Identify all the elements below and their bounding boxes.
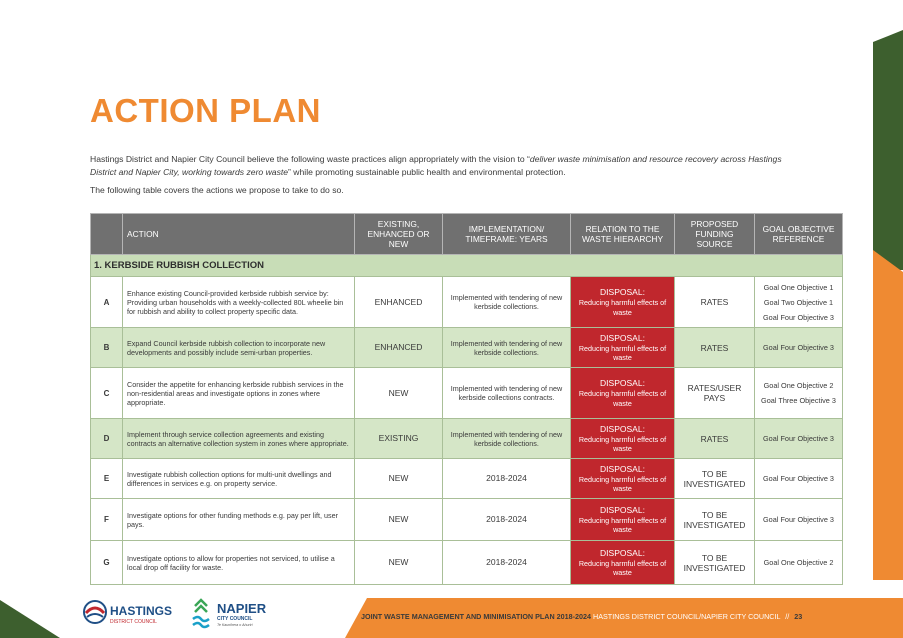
hastings-logo-sub: DISTRICT COUNCIL (110, 619, 157, 625)
footer-councils: HASTINGS DISTRICT COUNCIL/NAPIER CITY COUNCIL (593, 612, 781, 621)
row-action: Consider the appetite for enhancing kerbside rubbish services in the non-residential areas and investigate options in zones where appropriate. (123, 368, 355, 419)
header-action: ACTION (123, 214, 355, 255)
table-row (91, 328, 843, 368)
napier-logo (190, 596, 290, 632)
header-hierarchy: RELATION TO THE WASTE HIERARCHY (571, 214, 675, 255)
row-status: NEW (355, 499, 443, 541)
row-implementation: 2018-2024 (443, 499, 571, 541)
row-letter: A (91, 277, 123, 328)
napier-logo-sub: CITY COUNCIL (217, 616, 253, 622)
row-goal: Goal One Objective 2 (755, 541, 843, 585)
hastings-logo-name: HASTINGS (110, 604, 173, 618)
row-implementation: Implemented with tendering of new kerbside collections contracts. (443, 368, 571, 419)
table-row (91, 499, 843, 541)
row-action: Investigate options to allow for properties not serviced, to utilise a local drop off facility for waste. (123, 541, 355, 585)
row-hierarchy: DISPOSAL: Reducing harmful effects of waste (571, 541, 675, 585)
row-implementation: Implemented with tendering of new kerbside collections. (443, 419, 571, 459)
footer-text (361, 612, 802, 621)
footer-corner-decoration (0, 600, 60, 638)
decorative-orange-band (873, 250, 903, 580)
header-existing: EXISTING, ENHANCED OR NEW (355, 214, 443, 255)
row-hierarchy: DISPOSAL: Reducing harmful effects of waste (571, 419, 675, 459)
row-status: NEW (355, 368, 443, 419)
row-goal: Goal One Objective 1 Goal Two Objective 1 Goal Four Objective 3 (755, 277, 843, 328)
napier-logo-name: NAPIER (217, 601, 267, 616)
napier-logo-tag: Te Kaunihera o Ahuriri (217, 623, 253, 627)
header-funding: PROPOSED FUNDING SOURCE (675, 214, 755, 255)
hastings-logo (83, 598, 183, 628)
header-implementation: IMPLEMENTATION/ TIMEFRAME: YEARS (443, 214, 571, 255)
table-row (91, 277, 843, 328)
row-status: ENHANCED (355, 277, 443, 328)
row-status: EXISTING (355, 419, 443, 459)
row-hierarchy: DISPOSAL: Reducing harmful effects of waste (571, 499, 675, 541)
row-funding: RATES (675, 277, 755, 328)
intro-paragraph-1: Hastings District and Napier City Council believe the following waste practices align appropriately with the vision to “deliver waste minimisation and resource recovery across Hastings District and Napier City, working towards zero waste” while promoting sustainable public health and environmental protection. (90, 154, 782, 177)
row-letter: E (91, 459, 123, 499)
row-hierarchy: DISPOSAL: Reducing harmful effects of waste (571, 459, 675, 499)
intro-paragraph-2: The following table covers the actions we propose to take to do so. (90, 185, 344, 195)
row-action: Implement through service collection agreements and existing contracts an alternative collection system in zones where appropriate. (123, 419, 355, 459)
page-number: 23 (794, 612, 803, 621)
section-row (91, 255, 843, 277)
row-action: Investigate rubbish collection options for multi-unit dwellings and differences in services e.g. on property service. (123, 459, 355, 499)
decorative-green-band (873, 30, 903, 270)
row-funding: TO BE INVESTIGATED (675, 499, 755, 541)
table-row (91, 368, 843, 419)
row-status: ENHANCED (355, 328, 443, 368)
footer-plan-title: JOINT WASTE MANAGEMENT AND MINIMISATION PLAN 2018-2024 (361, 612, 592, 621)
row-funding: TO BE INVESTIGATED (675, 459, 755, 499)
row-action: Expand Council kerbside rubbish collection to incorporate new developments and possibly include semi-urban properties. (123, 328, 355, 368)
section-title: 1. KERBSIDE RUBBISH COLLECTION (91, 255, 843, 277)
row-goal: Goal One Objective 2 Goal Three Objective 3 (755, 368, 843, 419)
intro-text (90, 153, 790, 202)
row-implementation: Implemented with tendering of new kerbside collections. (443, 328, 571, 368)
row-hierarchy: DISPOSAL: Reducing harmful effects of waste (571, 328, 675, 368)
row-goal: Goal Four Objective 3 (755, 328, 843, 368)
table-row (91, 541, 843, 585)
row-letter: D (91, 419, 123, 459)
table-row (91, 459, 843, 499)
row-status: NEW (355, 541, 443, 585)
row-funding: RATES/USER PAYS (675, 368, 755, 419)
table-row (91, 419, 843, 459)
row-implementation: 2018-2024 (443, 541, 571, 585)
row-funding: RATES (675, 328, 755, 368)
footer-separator: // (785, 612, 790, 621)
row-funding: TO BE INVESTIGATED (675, 541, 755, 585)
table-header-row (91, 214, 843, 255)
row-funding: RATES (675, 419, 755, 459)
header-letter (91, 214, 123, 255)
row-goal: Goal Four Objective 3 (755, 499, 843, 541)
vision-quote: deliver waste minimisation and resource recovery across Hastings District and Napier City, working towards zero waste (90, 154, 782, 177)
action-plan-table (90, 213, 843, 585)
row-implementation: Implemented with tendering of new kerbside collections. (443, 277, 571, 328)
row-letter: G (91, 541, 123, 585)
row-letter: C (91, 368, 123, 419)
row-action: Enhance existing Council-provided kerbside rubbish service by: Providing urban households with a weekly-collected 80L wheelie bin for rubbish and ability to collect property specific data. (123, 277, 355, 328)
row-hierarchy: DISPOSAL: Reducing harmful effects of waste (571, 368, 675, 419)
row-action: Investigate options for other funding methods e.g. pay per lift, user pays. (123, 499, 355, 541)
page-title: ACTION PLAN (90, 92, 321, 129)
row-letter: B (91, 328, 123, 368)
row-status: NEW (355, 459, 443, 499)
row-letter: F (91, 499, 123, 541)
row-hierarchy: DISPOSAL: Reducing harmful effects of waste (571, 277, 675, 328)
row-implementation: 2018-2024 (443, 459, 571, 499)
header-goal: GOAL OBJECTIVE REFERENCE (755, 214, 843, 255)
row-goal: Goal Four Objective 3 (755, 419, 843, 459)
row-goal: Goal Four Objective 3 (755, 459, 843, 499)
